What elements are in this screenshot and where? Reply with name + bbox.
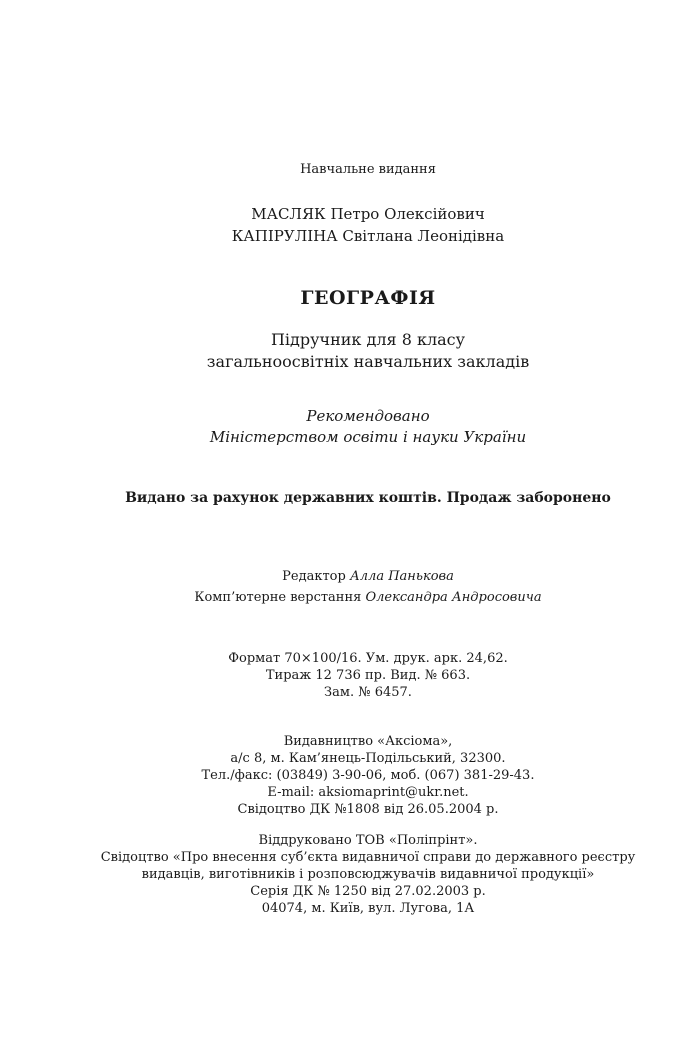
print-format (0, 650, 700, 701)
book-title-text: ГЕОГРАФІЯ (300, 287, 436, 309)
editors (0, 566, 700, 608)
printer-line-1: Віддруковано ТОВ «Поліпрінт». (258, 833, 478, 848)
layout-name: Олександра Андросовича (365, 590, 542, 605)
printer-line-3: видавців, виготівників і розповсюджувачів видавничої продукції» (141, 867, 595, 882)
printer-line-2: Свідоцтво «Про внесення суб’єкта видавничої справи до державного реєстру (100, 850, 636, 865)
book-subtitle (0, 329, 700, 373)
publisher-line-1: Видавництво «Аксіома», (283, 734, 453, 749)
format-line-2: Тираж 12 736 пр. Вид. № 663. (265, 668, 471, 683)
publisher-info (0, 733, 700, 818)
funding-notice (0, 488, 700, 508)
editor-label: Редактор (282, 569, 346, 584)
author-2: КАПІРУЛІНА Світлана Леонідівна (231, 227, 505, 245)
recommendation-line-1: Рекомендовано (306, 407, 430, 425)
publisher-line-5: Свідоцтво ДК №1808 від 26.05.2004 р. (237, 802, 499, 817)
author-1: МАСЛЯК Петро Олексійович (251, 205, 485, 223)
editor-name: Алла Панькова (349, 569, 454, 584)
publisher-line-3: Тел./факс: (03849) 3-90-06, моб. (067) 381-29-43. (201, 768, 535, 783)
layout-label: Комп’ютерне верстання (194, 590, 362, 605)
authors (0, 203, 700, 247)
editor-line (0, 566, 700, 587)
printer-line-5: 04074, м. Київ, вул. Лугова, 1А (261, 901, 475, 916)
format-line-1: Формат 70×100/16. Ум. друк. арк. 24,62. (228, 651, 508, 666)
edition-type (0, 161, 700, 179)
book-title (0, 285, 700, 311)
layout-line (0, 587, 700, 608)
printer-info (0, 832, 700, 917)
funding-notice-text: Видано за рахунок державних коштів. Продаж заборонено (125, 490, 611, 506)
publisher-line-2: а/с 8, м. Кам’янець-Подільський, 32300. (230, 751, 506, 766)
recommendation-line-2: Міністерством освіти і науки України (209, 428, 527, 446)
recommendation (0, 406, 700, 448)
subtitle-line-1: Підручник для 8 класу (270, 330, 466, 349)
publisher-line-4: E-mail: aksiomaprint@ukr.net. (267, 785, 469, 800)
subtitle-line-2: загальноосвітніх навчальних закладів (206, 352, 530, 371)
printer-line-4: Серія ДК № 1250 від 27.02.2003 р. (250, 884, 486, 899)
edition-type-text: Навчальне видання (300, 162, 436, 177)
format-line-3: Зам. № 6457. (324, 685, 412, 700)
